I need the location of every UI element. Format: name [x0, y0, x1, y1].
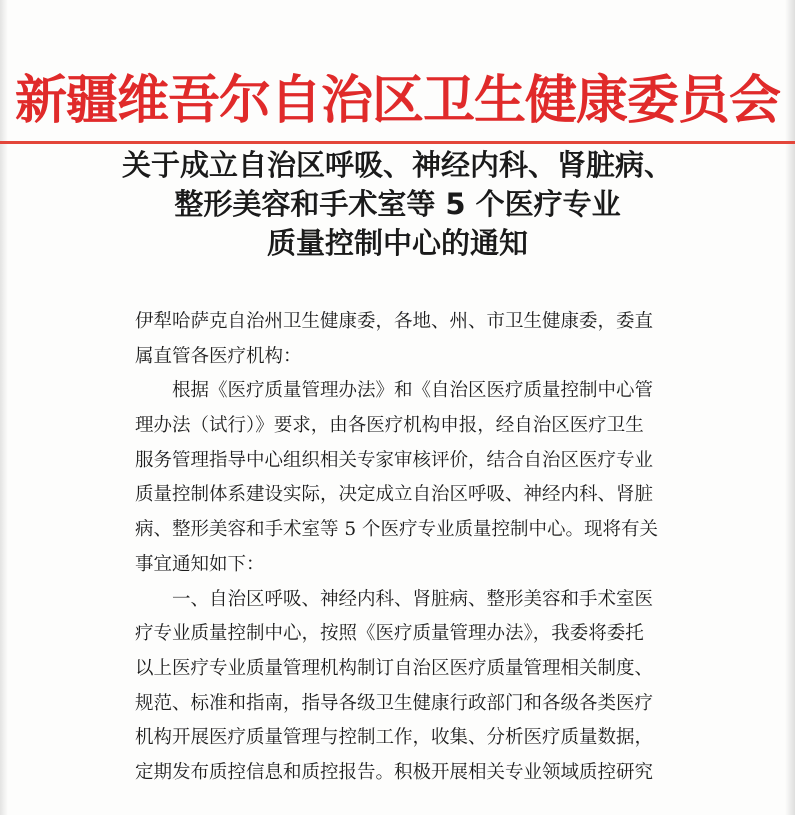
paragraph-line: 质量控制体系建设实际，决定成立自治区呼吸、神经内科、肾脏 [135, 484, 654, 506]
paragraph-line: 规范、标准和指南，指导各级卫生健康行政部门和各级各类医疗 [135, 692, 654, 714]
letterhead-org-name: 新疆维吾尔自治区卫生健康委员会 [14, 70, 780, 131]
document-title [0, 146, 795, 263]
paragraph-line: 服务管理指导中心组织相关专家审核评价，结合自治区医疗专业 [135, 449, 654, 471]
letterhead-red-rule [0, 141, 795, 144]
paragraph-line: 一、自治区呼吸、神经内科、肾脏病、整形美容和手术室医 [172, 588, 654, 610]
addressee-line: 伊犁哈萨克自治州卫生健康委，各地、州、市卫生健康委，委直 [135, 311, 654, 332]
paragraph-line: 事宜通知如下： [135, 553, 265, 575]
paragraph-line: 疗专业质量控制中心，按照《医疗质量管理办法》，我委将委托 [135, 623, 644, 645]
paragraph-line: 理办法（试行）》要求，由各医疗机构申报，经自治区医疗卫生 [135, 415, 644, 437]
title-line: 质量控制中心的通知 [266, 226, 528, 260]
addressee-line: 属直管各医疗机构： [135, 345, 302, 367]
title-line: 整形美容和手术室等 5 个医疗专业 [174, 187, 621, 221]
paragraph-line: 以上医疗专业质量管理机构制订自治区医疗质量管理相关制度、 [135, 657, 654, 679]
paragraph-line: 病、整形美容和手术室等 5 个医疗专业质量控制中心。现将有关 [135, 519, 659, 541]
title-line: 关于成立自治区呼吸、神经内科、肾脏病、 [121, 148, 673, 182]
paragraph-line: 根据《医疗质量管理办法》和《自治区医疗质量控制中心管 [172, 380, 654, 402]
paragraph-line: 机构开展医疗质量管理与控制工作，收集、分析医疗质量数据， [135, 727, 654, 749]
document-body [135, 305, 715, 791]
paragraph-line: 定期发布质控信息和质控报告。积极开展相关专业领域质控研究 [135, 761, 654, 783]
